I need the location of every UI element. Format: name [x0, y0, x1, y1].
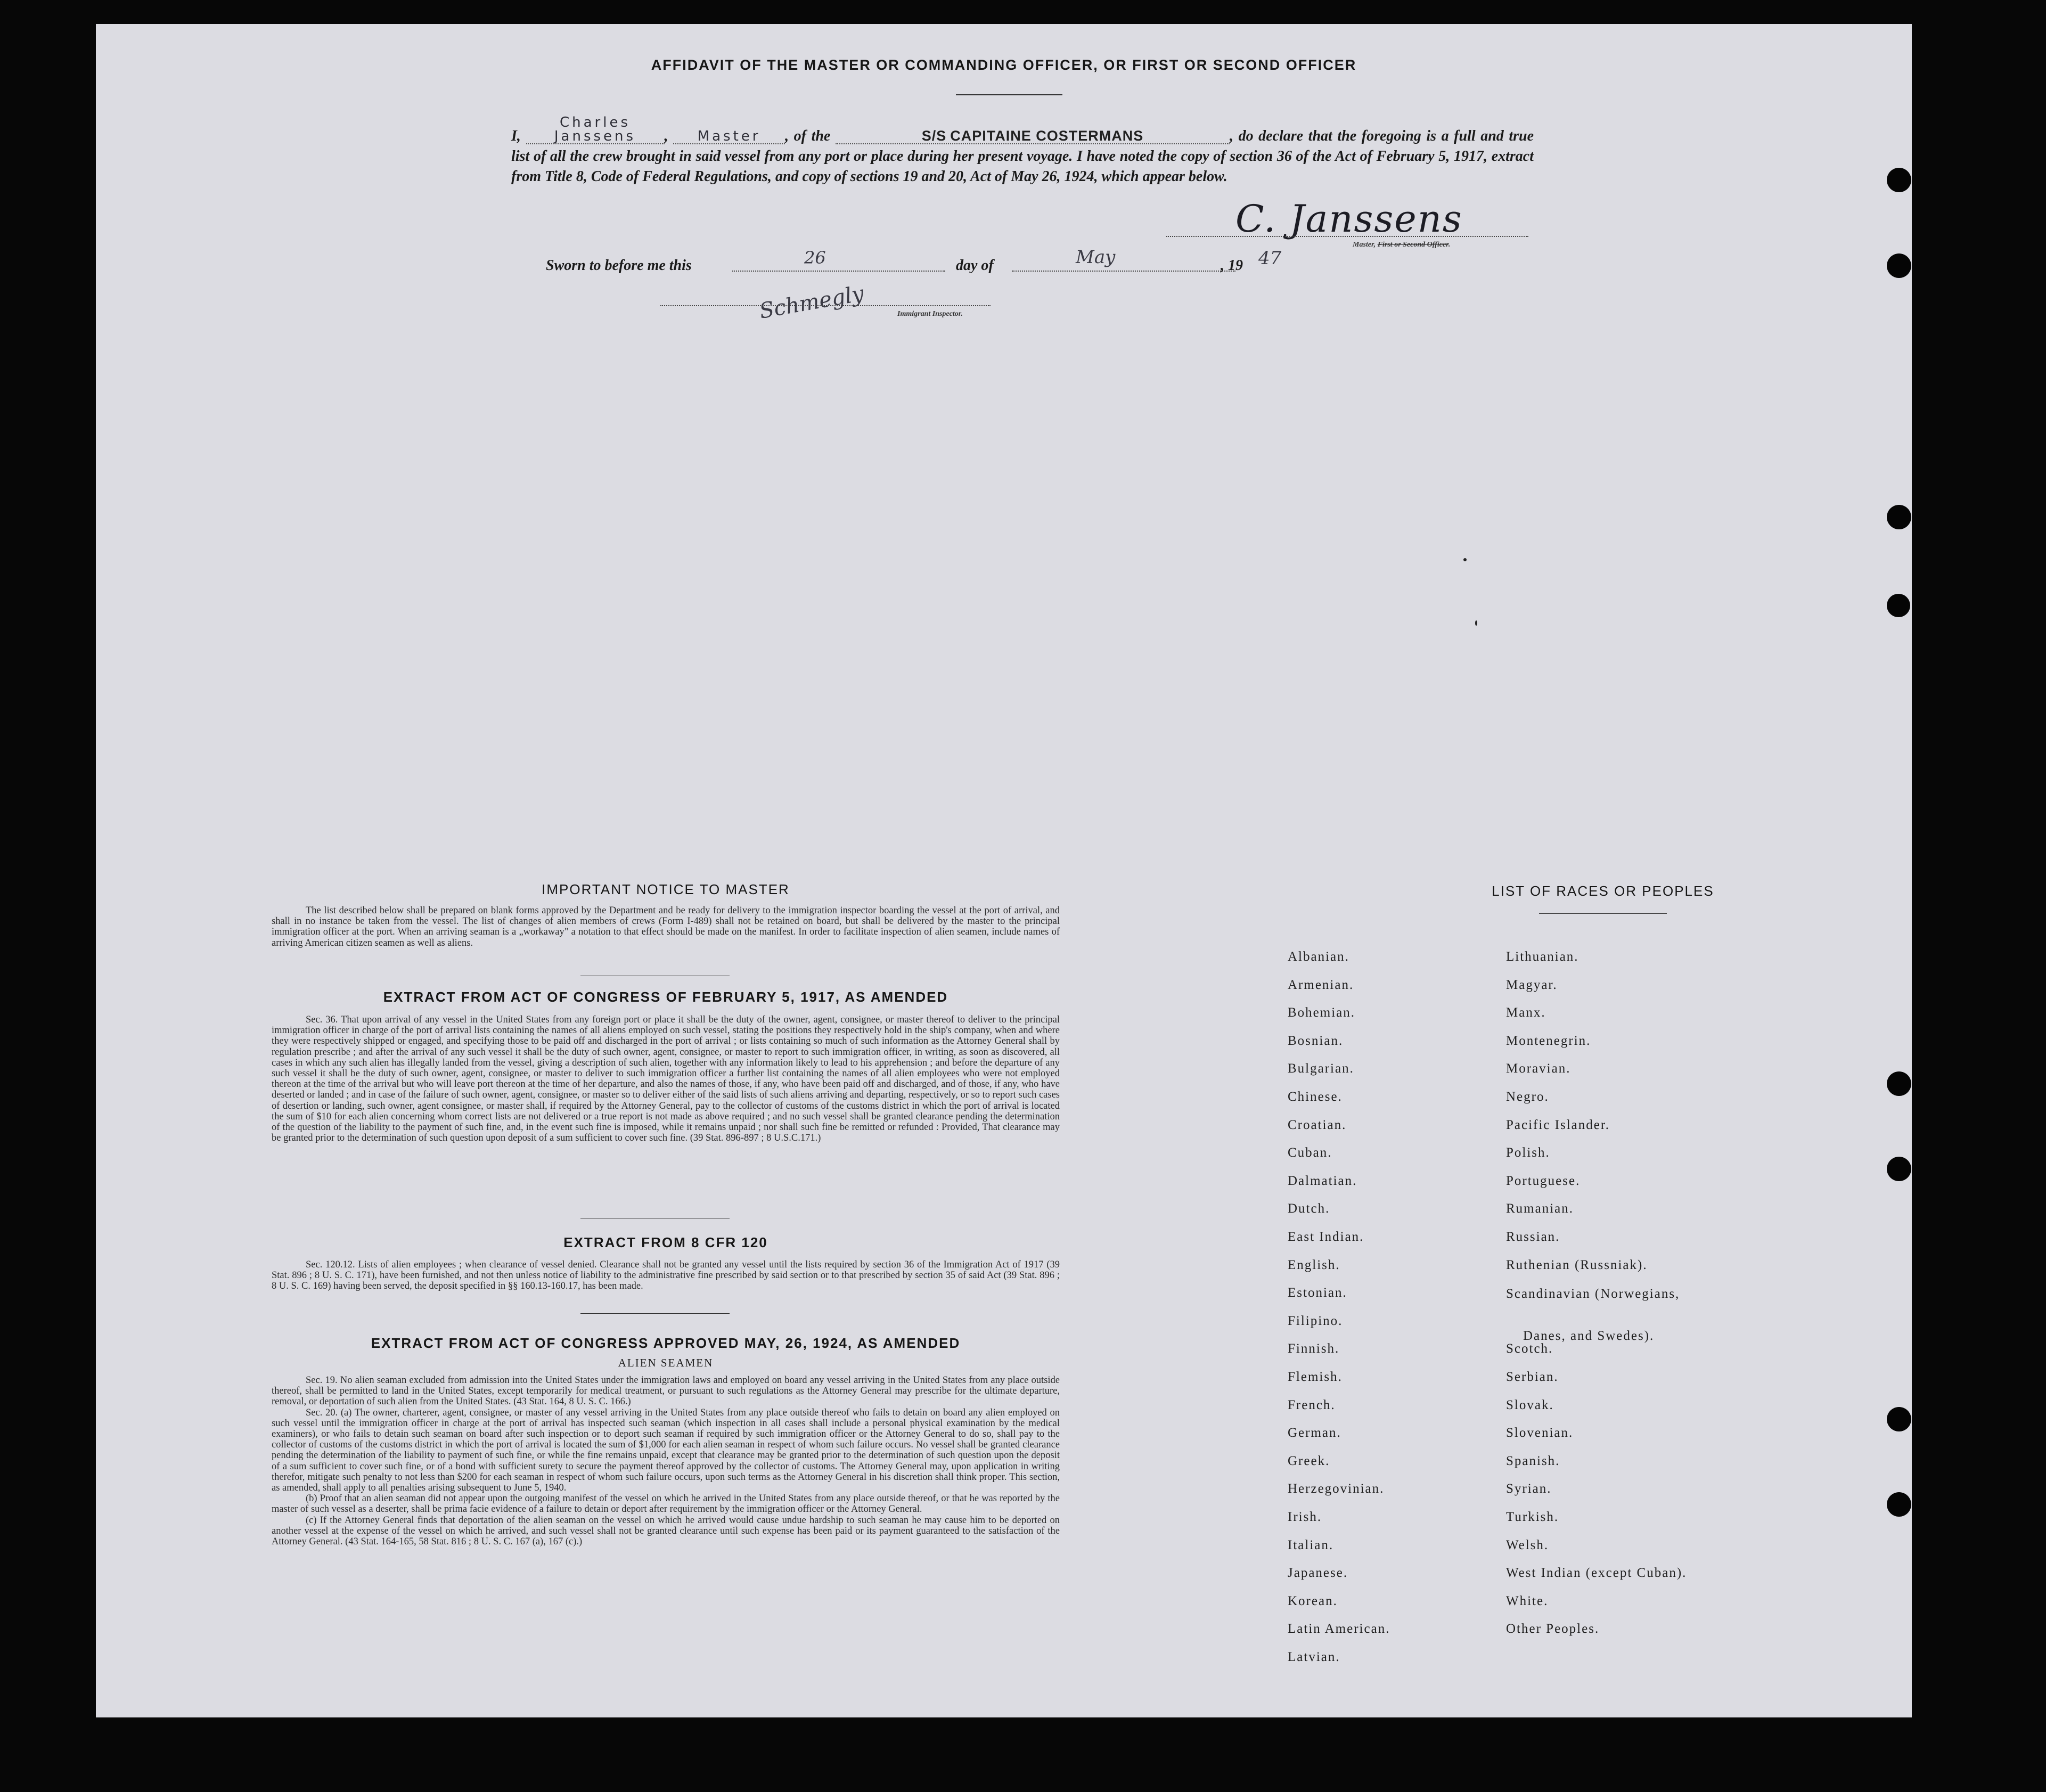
inspector-caption: Immigrant Inspector. [897, 310, 963, 318]
sworn-month-handwritten: May [1076, 247, 1116, 268]
races-title: LIST OF RACES OR PEOPLES [1492, 883, 1714, 899]
race-item: French. [1288, 1398, 1336, 1412]
race-item: Negro. [1506, 1090, 1549, 1104]
race-item: Bulgarian. [1288, 1061, 1354, 1076]
affidavit-i: I, [511, 128, 521, 144]
punch-hole [1887, 1407, 1911, 1431]
alien-seamen-subtitle: ALIEN SEAMEN [618, 1356, 714, 1369]
master-name-handwritten: Charles Janssens [554, 114, 636, 144]
race-item: Magyar. [1506, 978, 1558, 992]
race-item: Flemish. [1288, 1370, 1343, 1384]
sworn-text: Sworn to before me this [546, 257, 692, 274]
race-item: Danes, and Swedes). [1523, 1329, 1655, 1343]
race-item: West Indian (except Cuban). [1506, 1566, 1687, 1580]
extract-1924-text [272, 1375, 1060, 1547]
race-item: Croatian. [1288, 1118, 1347, 1132]
race-item: Latvian. [1288, 1650, 1340, 1664]
race-item: Finnish. [1288, 1341, 1340, 1356]
punch-hole [1887, 253, 1911, 278]
race-item: Moravian. [1506, 1061, 1571, 1076]
race-item: Serbian. [1506, 1370, 1559, 1384]
race-item: White. [1506, 1594, 1549, 1608]
race-item: Latin American. [1288, 1622, 1390, 1636]
divider-3 [580, 1313, 730, 1314]
race-item: Ruthenian (Russniak). [1506, 1258, 1648, 1272]
race-item: Manx. [1506, 1005, 1546, 1020]
race-item: Italian. [1288, 1538, 1334, 1552]
name-field [526, 116, 665, 144]
extract-1917-title: EXTRACT FROM ACT OF CONGRESS OF FEBRUARY 5, 1917, AS AMENDED [383, 989, 948, 1005]
race-item: Syrian. [1506, 1482, 1552, 1496]
affidavit-of-the: , of the [785, 128, 831, 144]
sec-19-paragraph: Sec. 19. No alien seaman excluded from admission into the United States under the immigration laws and employed on board any vessel arriving in the United States from any place outside thereof, shall be permitted to land in the United States, except temporarily for medical treatment, or pursuant to such regulations as the Attorney General may prescribe for the ultimate departure, removal, or deportation of such alien from the United States. (43 Stat. 164, 8 U. S. C. 166.) [272, 1375, 1060, 1408]
race-item: Dalmatian. [1288, 1174, 1357, 1188]
signature-caption: Master, First or Second Officer. [1353, 241, 1451, 249]
race-item: Greek. [1288, 1454, 1330, 1468]
race-item: Japanese. [1288, 1566, 1348, 1580]
race-item: Rumanian. [1506, 1201, 1574, 1216]
affidavit-title: AFFIDAVIT OF THE MASTER OR COMMANDING OFFICER, OR FIRST OR SECOND OFFICER [651, 57, 1357, 73]
race-item: Scotch. [1506, 1341, 1553, 1356]
race-item: Filipino. [1288, 1314, 1343, 1328]
race-item: Slovenian. [1506, 1426, 1574, 1440]
title-rule [956, 94, 1062, 95]
race-item: Chinese. [1288, 1090, 1343, 1104]
sec-20c-paragraph: (c) If the Attorney General finds that deportation of the alien seaman on the vessel on which he arrived would cause undue hardship to such seaman he may cause him to be deported on another vessel at the expense of the vessel on which he arrived, and such vessel shall not be granted clearance until such expense has been paid or its payment guaranteed to the satisfaction of the Attorney General. (43 Stat. 164-165, 58 Stat. 816 ; 8 U. S. C. 167 (a), 167 (c).) [272, 1515, 1060, 1548]
race-item: East Indian. [1288, 1230, 1364, 1244]
vessel-name: CAPITAINE COSTERMANS [950, 128, 1144, 144]
notice-title: IMPORTANT NOTICE TO MASTER [542, 881, 790, 897]
races-rule [1539, 913, 1667, 914]
speck [1463, 558, 1467, 561]
race-item: German. [1288, 1426, 1341, 1440]
race-item: English. [1288, 1258, 1340, 1272]
punch-hole [1887, 168, 1911, 192]
punch-hole [1887, 594, 1910, 617]
day-line [732, 271, 945, 272]
punch-hole [1887, 505, 1911, 529]
vessel-field [836, 129, 1230, 144]
month-line [1012, 271, 1235, 272]
inspector-signature: Schmegly [757, 281, 866, 324]
race-item: Pacific Islander. [1506, 1118, 1610, 1132]
speck [1475, 620, 1477, 626]
sworn-year-handwritten: 47 [1258, 248, 1282, 269]
inspector-line [660, 305, 991, 306]
race-item: Bosnian. [1288, 1034, 1344, 1048]
sworn-day-handwritten: 26 [804, 248, 826, 268]
race-item: Polish. [1506, 1145, 1550, 1160]
race-item: Turkish. [1506, 1510, 1559, 1524]
race-item: Spanish. [1506, 1454, 1560, 1468]
notice-text: The list described below shall be prepared on blank forms approved by the Department and be ready for delivery to the immigration inspector boarding the vessel at the port of arrival, and shall in no instance be taken from the vessel. The list of changes of alien members of crews (Form I-489) shall not be retained on board, but shall be delivered by the master to the principal immigration officer at the port. When an arriving seaman is a „workaway" a notation to that effect should be made on the manifest. In order to facilitate inspection of alien seamen, include names of arriving American citizen seamen as well as aliens. [272, 905, 1060, 948]
race-item: Irish. [1288, 1510, 1322, 1524]
race-item: Albanian. [1288, 950, 1349, 964]
race-item: Armenian. [1288, 978, 1354, 992]
race-item: Russian. [1506, 1230, 1560, 1244]
affidavit-statement: I, Charles Janssens , Master , of the S/S CAPITAINE COSTERMANS , do declare that the foregoing is a full and true list of all the crew brought in said vessel from any port or place during her present voyage. I have noted the copy of section 36 of the Act of February 5, 1917, extract from Title 8, Code of Federal Regulations, and copy of sections 19 and 20, Act of May 26, 1924, which appear below. [511, 114, 1534, 185]
year-prefix: , 19 [1221, 257, 1243, 274]
sec-20b-paragraph: (b) Proof that an alien seaman did not appear upon the outgoing manifest of the vessel on which he arrived in the United States from any place outside thereof, or that he was reported by the master of such vessel as a deserter, shall be prima facie evidence of a failure to detain or deport after requirement by the immigration officer or the Attorney General. [272, 1493, 1060, 1515]
master-rank-handwritten: Master [697, 128, 761, 144]
day-of-text: day of [956, 257, 994, 274]
punch-hole [1887, 1071, 1911, 1096]
signature-line [1166, 236, 1528, 237]
race-item: Welsh. [1506, 1538, 1549, 1552]
race-item: Montenegrin. [1506, 1034, 1591, 1048]
rank-field [673, 129, 785, 144]
punch-hole [1887, 1492, 1911, 1517]
race-item: Estonian. [1288, 1286, 1347, 1300]
punch-hole [1887, 1157, 1911, 1181]
race-item: Dutch. [1288, 1201, 1330, 1216]
extract-cfr-text: Sec. 120.12. Lists of alien employees ; when clearance of vessel denied. Clearance shall not be granted any vessel until the lists required by section 36 of the Immigration Act of 1917 (39 Stat. 896 ; 8 U. S. C. 171), have been furnished, and not then unless notice of liability to the administrative fine prescribed by said section or to that prescribed by section 35 of said Act (39 Stat. 896 ; 8 U. S. C. 169) having been served, the deposit specified in §§ 160.13-160.17, has been made. [272, 1259, 1060, 1292]
extract-1924-title: EXTRACT FROM ACT OF CONGRESS APPROVED MAY, 26, 1924, AS AMENDED [371, 1335, 961, 1351]
sec-20a-paragraph: Sec. 20. (a) The owner, charterer, agent, consignee, or master of any vessel arriving in the United States from any place outside thereof who fails to detain on board any alien employed on such vessel until the immigration officer in charge at the port of arrival has inspected such seaman (which inspection in all cases shall include a personal physical examination by the medical examiners), or who fails to detain such seaman on board after such inspection or to deport such seaman if required by such immigration officer or the Attorney General to do so, shall pay to the collector of customs of the customs district in which the port of arrival is located the sum of $1,000 for each alien seaman in respect of whom such failure occurs. No vessel shall be granted clearance pending the determination of the liability to payment of such fine, or while the fine remains unpaid, except that clearance may be granted prior to the determination of such question upon the deposit of a sum sufficient to cover such fine, or of a bond with sufficient surety to secure the payment thereof approved by the collector of customs. The Attorney General may, upon application in writing therefor, mitigate such penalty to not less than $200 for each seaman in respect of whom such failure occurs, upon such terms as the Attorney General in his discretion shall think proper. This section, as amended, shall apply to all penalties arising subsequent to June 5, 1940. [272, 1407, 1060, 1494]
race-item: Korean. [1288, 1594, 1338, 1608]
master-signature: C. Janssens [1235, 197, 1463, 241]
race-item: Bohemian. [1288, 1005, 1356, 1020]
document-page [96, 24, 1912, 1717]
extract-1917-text: Sec. 36. That upon arrival of any vessel in the United States from any foreign port or place it shall be the duty of the owner, agent, consignee, or master thereof to deliver to the principal immigration officer in charge of the port of arrival lists containing the names of all aliens employed on such vessel, stating the positions they respectively hold in the ship's company, when and where they were respectively shipped or engaged, and specifying those to be paid off and discharged in the port of arrival ; or lists containing so much of such information as the Attorney General shall by regulation prescribe ; and after the arrival of any such vessel it shall be the duty of such owner, agent, consignee, or master to report to such immigration officer, in writing, as soon as discovered, all cases in which any such alien has illegally landed from the vessel, giving a description of such alien, together with any information likely to lead to his apprehension ; and before the departure of any such vessel it shall be the duty of such owner, agent, consignee, or master to deliver to such immigration officer a further list containing the names of all alien employees who were not employed thereon at the time of the arrival but who will leave port thereon at the time of her departure, and also the names of those, if any, who have been paid off and discharged, and of those, if any, who have deserted or landed ; and in case of the failure of such owner, agent, consignee, or master so to deliver either of the said lists of such aliens arriving and departing, respectively, or so to report such cases of desertion or landing, such owner, agent consignee, or master shall, if required by the Attorney General, pay to the collector of customs of the customs district in which the port of arrival is located the sum of $10 for each alien concerning whom correct lists are not delivered or a true report is not made as above required ; and no such vessel shall be granted clearance pending the determination of the question of the liability to the payment of such fine, and, in the event such fine is imposed, while it remains unpaid ; nor shall such fine be remitted or refunded : Provided, That clearance may be granted prior to the determination of such question upon deposit of a sum sufficient to cover such fine. (39 Stat. 896-897 ; 8 U.S.C.171.) [272, 1014, 1060, 1144]
affidavit-declaration: do declare that the foregoing is a full and true list of all the crew brought in said vessel from any port or place during her present voyage. I have noted the copy of section 36 of the Act of February 5, 1917, extract from Title 8, Code of Federal Regulations, and copy of sections 19 and 20, Act of May 26, 1924, which appear below. [511, 128, 1534, 185]
extract-cfr-title: EXTRACT FROM 8 CFR 120 [563, 1234, 768, 1250]
race-item: Other Peoples. [1506, 1622, 1600, 1636]
race-item: Herzegovinian. [1288, 1482, 1385, 1496]
race-item: Scandinavian (Norwegians, [1506, 1287, 1680, 1301]
race-item: Slovak. [1506, 1398, 1554, 1412]
race-item: Cuban. [1288, 1145, 1332, 1160]
vessel-prefix: S/S [921, 128, 947, 144]
race-item: Lithuanian. [1506, 950, 1579, 964]
race-item: Portuguese. [1506, 1174, 1581, 1188]
